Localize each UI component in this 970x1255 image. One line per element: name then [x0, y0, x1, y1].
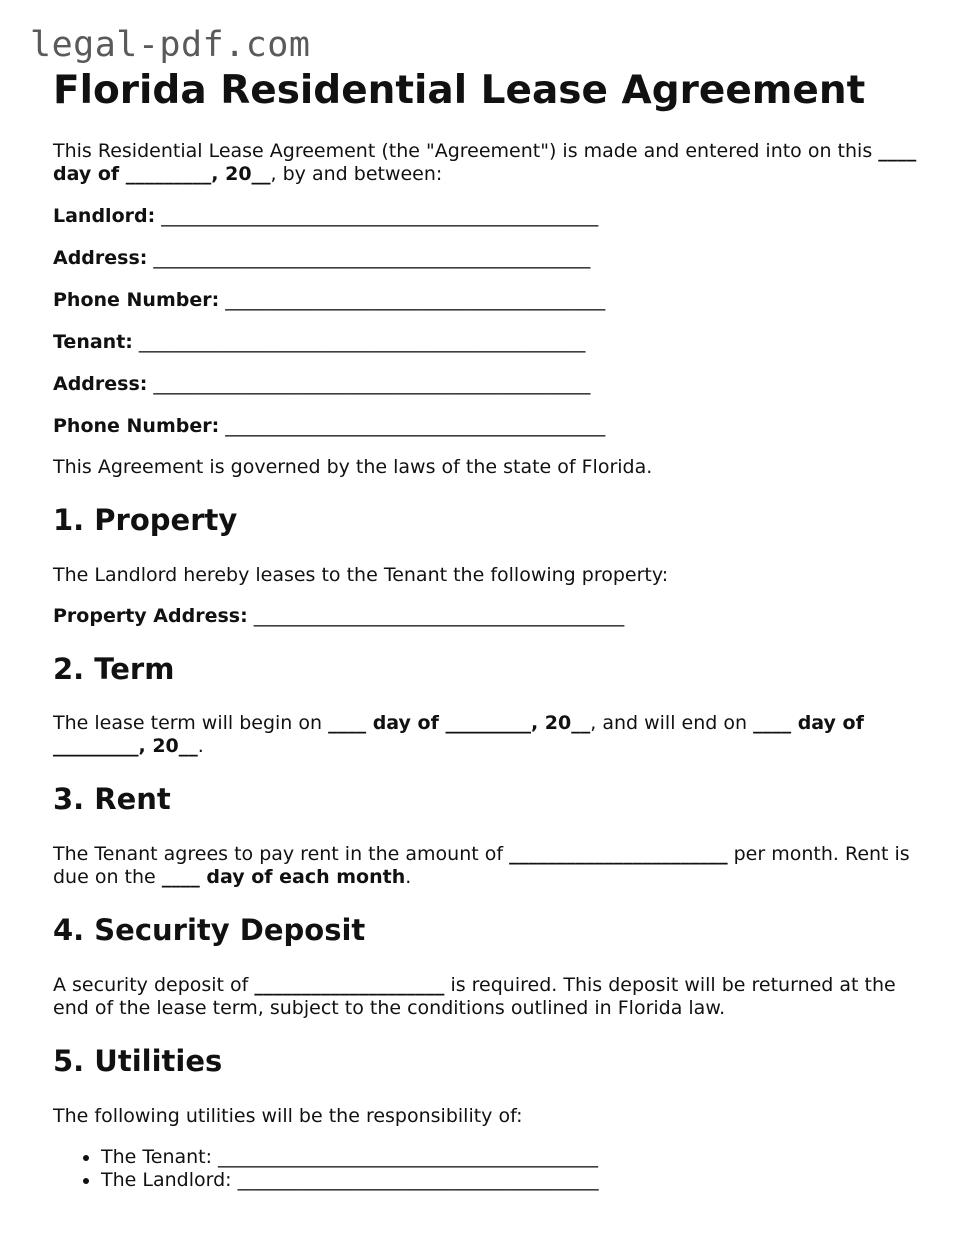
list-item: • The Landlord: ______________________________________ — [101, 1169, 923, 1192]
intro-paragraph — [53, 140, 923, 186]
landlord-phone-field — [53, 289, 923, 312]
intro-date-blank: ____ day of _________, 20__ — [53, 139, 917, 185]
tenant-phone-field — [53, 415, 923, 438]
section-heading-utilities: 5. Utilities — [53, 1044, 223, 1079]
field-blank: _______________________________________________ — [132, 330, 586, 353]
field-blank: ______________________________________________ — [155, 204, 599, 227]
list-item: • The Tenant: ________________________________________ — [101, 1146, 923, 1169]
field-label: Phone Number: — [53, 288, 220, 311]
rent-text: . — [405, 866, 412, 889]
landlord-field — [53, 205, 923, 228]
watermark: legal-pdf.com — [30, 25, 311, 65]
governing-law-paragraph: This Agreement is governed by the laws of the state of Florida. — [53, 455, 653, 478]
deposit-amount-blank: ____________________ — [254, 974, 445, 997]
section-heading-property: 1. Property — [53, 502, 238, 537]
term-paragraph — [53, 712, 923, 758]
rent-text: The Tenant agrees to pay rent in the amount of — [53, 843, 510, 866]
section-heading-term: 2. Term — [53, 651, 175, 686]
field-label: Landlord: — [53, 204, 156, 227]
property-paragraph: The Landlord hereby leases to the Tenant the following property: — [53, 563, 669, 586]
term-text: The lease term will begin on — [53, 712, 329, 735]
term-text: , and will end on — [590, 712, 754, 735]
utilities-paragraph: The following utilities will be the responsibility of: — [53, 1104, 523, 1127]
tenant-address-field — [53, 373, 923, 396]
intro-text-end: , by and between: — [270, 162, 443, 185]
field-label: Property Address: — [53, 604, 248, 627]
tenant-field — [53, 331, 923, 354]
field-blank: ________________________________________ — [219, 414, 606, 437]
rent-amount-blank: _______________________ — [509, 843, 728, 866]
field-blank: ________________________________________ — [219, 288, 606, 311]
landlord-address-field — [53, 247, 923, 270]
rent-paragraph — [53, 843, 923, 889]
intro-text: This Residential Lease Agreement (the "Agreement") is made and entered into on this — [53, 139, 879, 162]
rent-due-day-blank: ____ day of each month — [161, 866, 406, 889]
document-page — [53, 70, 923, 1192]
field-label: Address: — [53, 246, 148, 269]
field-blank: ______________________________________________ — [147, 246, 591, 269]
term-text: . — [197, 735, 204, 758]
field-blank: _______________________________________ — [247, 604, 625, 627]
deposit-text: is required. This deposit will be returned at the end of the lease term, subject to the conditions outlined in Florida law. — [53, 974, 896, 1020]
deposit-text: A security deposit of — [53, 974, 255, 997]
utilities-list — [53, 1146, 923, 1192]
term-end-blank: ____ day of _________, 20__ — [53, 712, 864, 758]
property-address-field — [53, 605, 923, 628]
section-heading-rent: 3. Rent — [53, 782, 171, 817]
deposit-paragraph — [53, 974, 923, 1020]
document-title: Florida Residential Lease Agreement — [53, 68, 866, 113]
term-start-blank: ____ day of _________, 20__ — [328, 712, 591, 735]
section-heading-security-deposit: 4. Security Deposit — [53, 913, 366, 948]
field-label: Address: — [53, 372, 148, 395]
field-label: Phone Number: — [53, 414, 220, 437]
field-blank: ______________________________________________ — [147, 372, 591, 395]
field-label: Tenant: — [53, 330, 133, 353]
rent-text: per month. Rent is due on the — [53, 843, 910, 889]
